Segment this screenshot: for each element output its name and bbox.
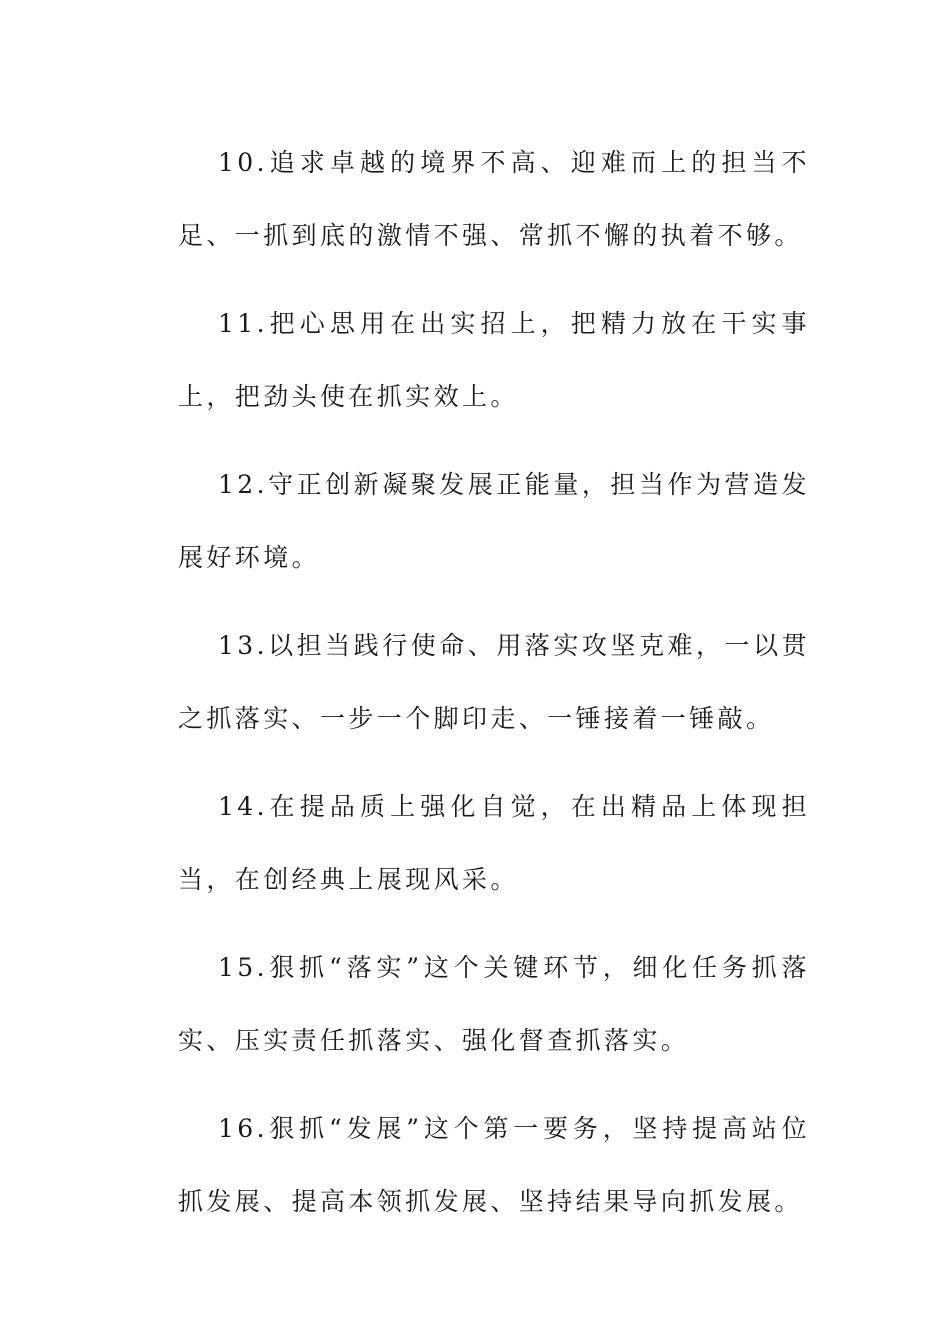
paragraph-10: 10.追求卓越的境界不高、迎难而上的担当不足、一抓到底的激情不强、常抓不懈的执着不够。 — [178, 148, 810, 250]
paragraph-12: 12.守正创新凝聚发展正能量，担当作为营造发展好环境。 — [178, 470, 810, 572]
paragraph-14: 14.在提品质上强化自觉，在出精品上体现担当，在创经典上展现风采。 — [178, 792, 810, 894]
paragraph-13: 13.以担当践行使命、用落实攻坚克难，一以贯之抓落实、一步一个脚印走、一锤接着一锤敲。 — [178, 631, 810, 733]
paragraph-16: 16.狠抓“发展”这个第一要务，坚持提高站位抓发展、提高本领抓发展、坚持结果导向抓发展。 — [178, 1114, 810, 1216]
paragraph-11: 11.把心思用在出实招上，把精力放在干实事上，把劲头使在抓实效上。 — [178, 309, 810, 411]
document-body — [178, 126, 810, 1253]
paragraph-15: 15.狠抓“落实”这个关键环节，细化任务抓落实、压实责任抓落实、强化督查抓落实。 — [178, 953, 810, 1055]
